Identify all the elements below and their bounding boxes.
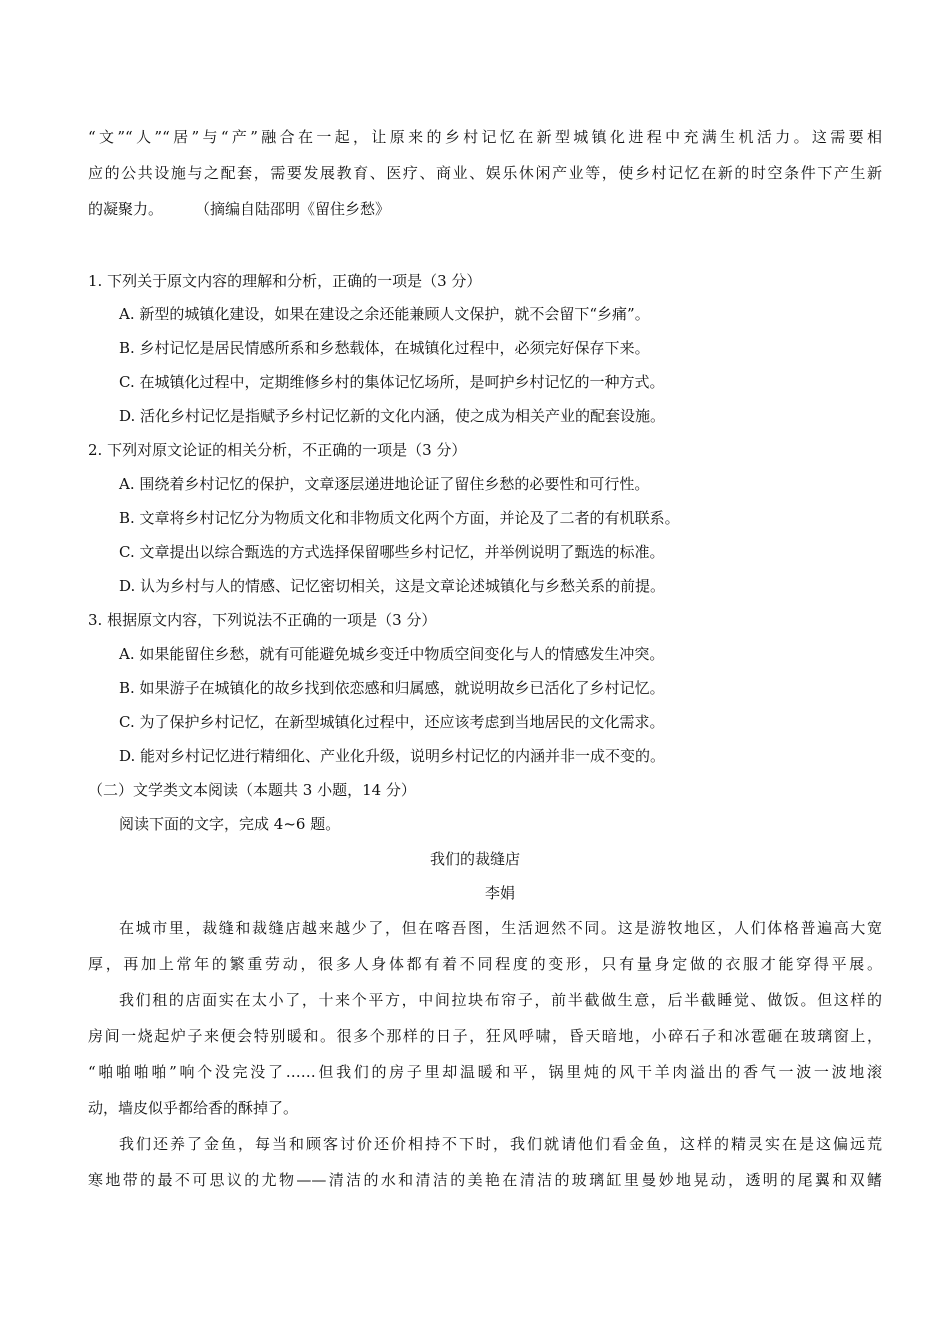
section-heading: （二）文学类文本阅读（本题共 3 小题，14 分） xyxy=(88,781,416,799)
question-3-option-b: B. 如果游子在城镇化的故乡找到依恋感和归属感，就说明故乡已活化了乡村记忆。 xyxy=(119,679,665,697)
story-paragraph-3-line-1: 我们还养了金鱼，每当和顾客讨价还价相持不下时，我们就请他们看金鱼，这样的精灵实在是这偏远荒 xyxy=(119,1135,882,1153)
question-2-option-a: A. 围绕着乡村记忆的保护，文章逐层递进地论证了留住乡愁的必要性和可行性。 xyxy=(119,475,650,493)
question-1-option-d: D. 活化乡村记忆是指赋予乡村记忆新的文化内涵，使之成为相关产业的配套设施。 xyxy=(119,407,666,425)
question-3-stem: 3. 根据原文内容，下列说法不正确的一项是（3 分） xyxy=(88,611,437,629)
story-paragraph-3-line-2: 寒地带的最不可思议的尤物——清洁的水和清洁的美艳在清洁的玻璃缸里曼妙地晃动，透明的尾翼和双鳍 xyxy=(88,1171,882,1189)
source-citation: （摘编自陆邵明《留住乡愁》 xyxy=(195,200,391,218)
question-1-option-c: C. 在城镇化过程中，定期维修乡村的集体记忆场所，是呵护乡村记忆的一种方式。 xyxy=(119,373,665,391)
reading-instruction: 阅读下面的文字，完成 4~6 题。 xyxy=(119,815,341,833)
story-paragraph-2-line-4: 动，墙皮似乎都给香的酥掉了。 xyxy=(88,1099,299,1117)
question-3-option-d: D. 能对乡村记忆进行精细化、产业化升级，说明乡村记忆的内涵并非一成不变的。 xyxy=(119,747,666,765)
story-author: 李娟 xyxy=(484,884,515,902)
question-2-option-b: B. 文章将乡村记忆分为物质文化和非物质文化两个方面，并论及了二者的有机联系。 xyxy=(119,509,680,527)
intro-line-2: 应的公共设施与之配套，需要发展教育、医疗、商业、娱乐休闲产业等，使乡村记忆在新的时空条件下产生新 xyxy=(88,164,882,182)
question-2-option-d: D. 认为乡村与人的情感、记忆密切相关，这是文章论述城镇化与乡愁关系的前提。 xyxy=(119,577,666,595)
question-1-option-b: B. 乡村记忆是居民情感所系和乡愁载体，在城镇化过程中，必须完好保存下来。 xyxy=(119,339,650,357)
question-2-option-c: C. 文章提出以综合甄选的方式选择保留哪些乡村记忆，并举例说明了甄选的标准。 xyxy=(119,543,665,561)
story-title: 我们的裁缝店 xyxy=(429,850,520,868)
question-3-option-c: C. 为了保护乡村记忆，在新型城镇化过程中，还应该考虑到当地居民的文化需求。 xyxy=(119,713,665,731)
question-1-option-a: A. 新型的城镇化建设，如果在建设之余还能兼顾人文保护，就不会留下“乡痛”。 xyxy=(119,305,650,323)
story-paragraph-2-line-3: “啪啪啪啪”响个没完没了……但我们的房子里却温暖和平，锅里炖的风干羊肉溢出的香气一波一波地滚 xyxy=(88,1063,882,1081)
intro-line-1: “文”“人”“居”与“产”融合在一起，让原来的乡村记忆在新型城镇化进程中充满生机活力。这需要相 xyxy=(88,128,882,146)
story-paragraph-2-line-1: 我们租的店面实在太小了，十来个平方，中间拉块布帘子，前半截做生意，后半截睡觉、做饭。但这样的 xyxy=(119,991,882,1009)
question-2-stem: 2. 下列对原文论证的相关分析，不正确的一项是（3 分） xyxy=(88,441,467,459)
intro-line-3 xyxy=(88,199,882,219)
intro-line-3-text: 的凝聚力。 xyxy=(88,200,164,218)
question-3-option-a: A. 如果能留住乡愁，就有可能避免城乡变迁中物质空间变化与人的情感发生冲突。 xyxy=(119,645,665,663)
story-paragraph-2-line-2: 房间一烧起炉子来便会特别暖和。很多个那样的日子，狂风呼啸，昏天暗地，小碎石子和冰雹砸在玻璃窗上， xyxy=(88,1027,882,1045)
story-paragraph-1-line-1: 在城市里，裁缝和裁缝店越来越少了，但在喀吾图，生活迥然不同。这是游牧地区，人们体格普遍高大宽 xyxy=(119,919,882,937)
story-paragraph-1-line-2: 厚，再加上常年的繁重劳动，很多人身体都有着不同程度的变形，只有量身定做的衣服才能穿得平展。 xyxy=(88,955,882,973)
question-1-stem: 1. 下列关于原文内容的理解和分析，正确的一项是（3 分） xyxy=(88,272,482,290)
